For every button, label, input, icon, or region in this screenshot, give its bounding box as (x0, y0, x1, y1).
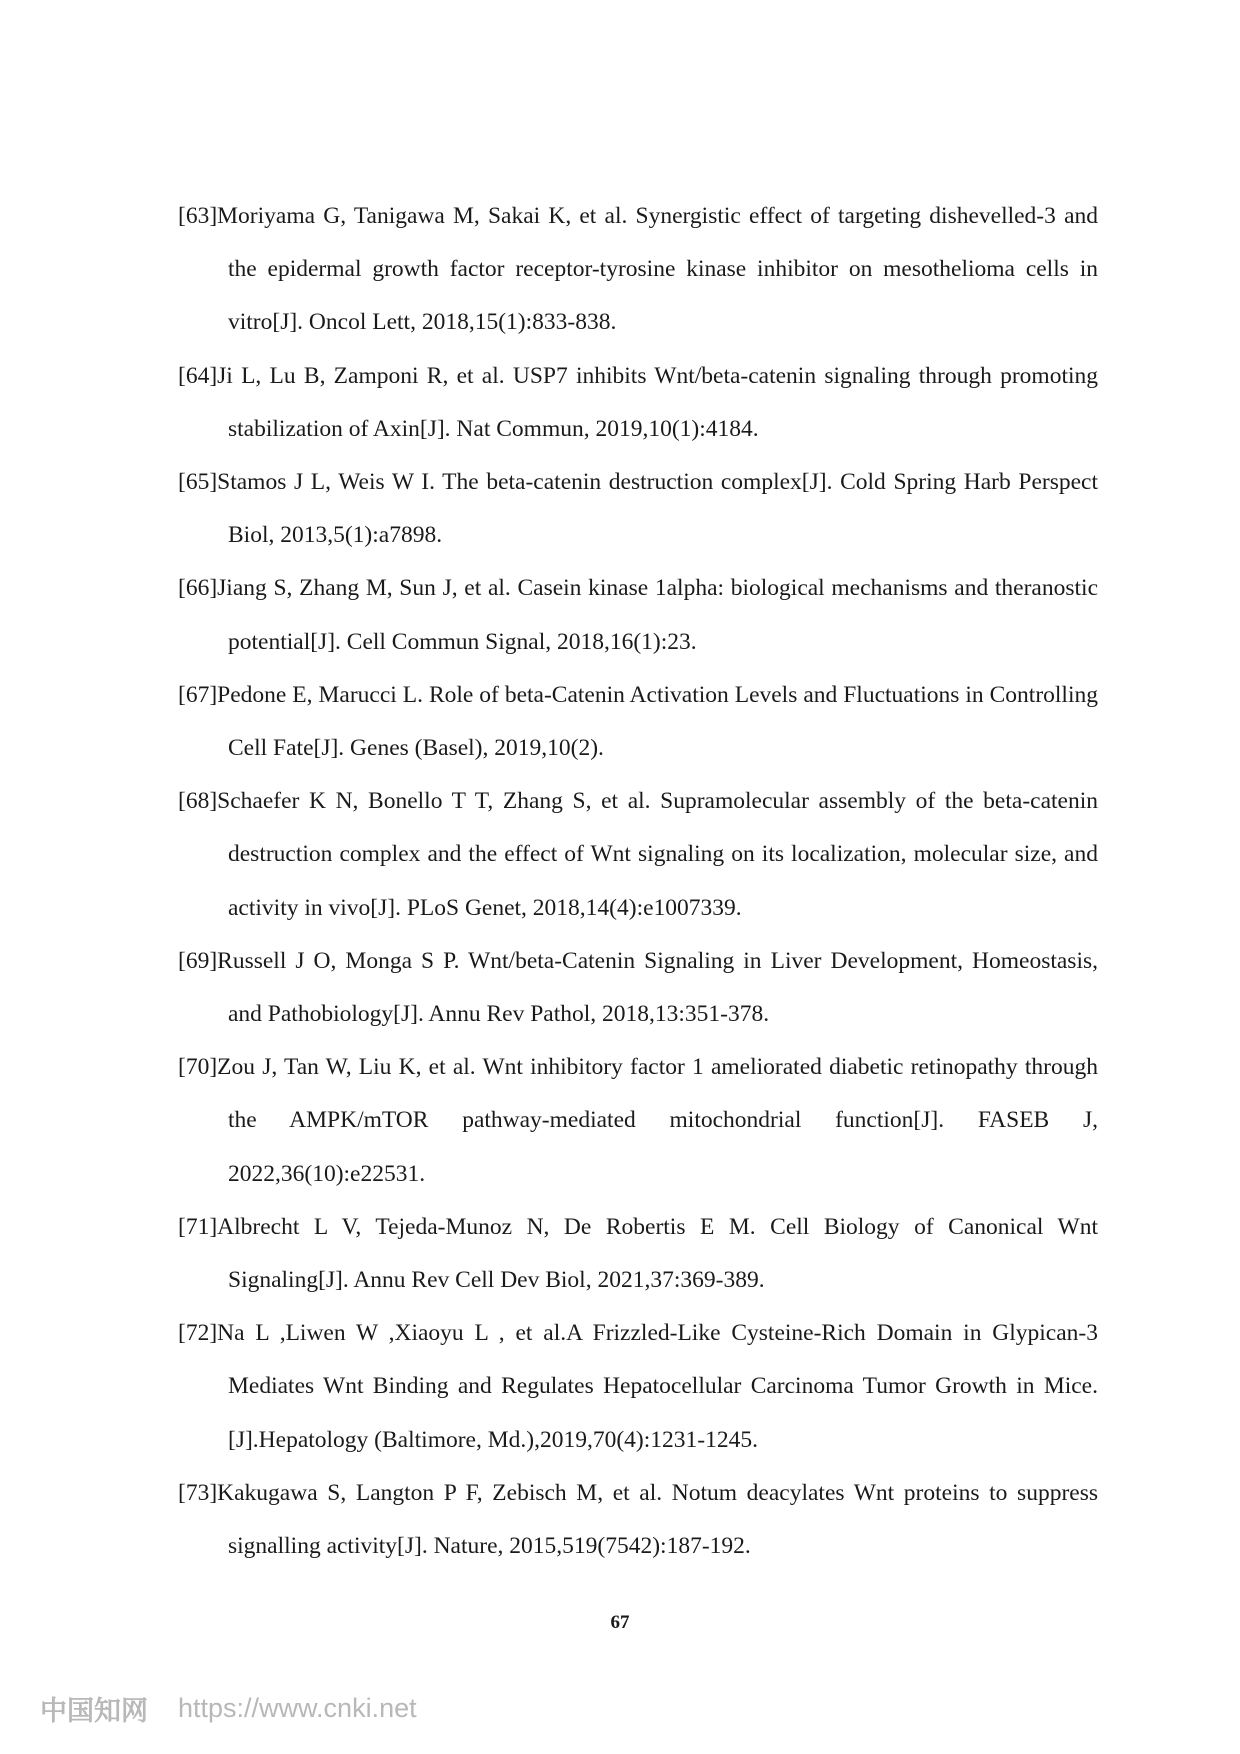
reference-item: [72]Na L ,Liwen W ,Xiaoyu L , et al.A Frizzled-Like Cysteine-Rich Domain in Glypican-3 Mediates Wnt Binding and Regulates Hepatocellular Carcinoma Tumor Growth in Mice.[J].Hepatology (Baltimore, Md.),2019,70(4):1231-1245. (178, 1320, 1098, 1453)
reference-item: [70]Zou J, Tan W, Liu K, et al. Wnt inhibitory factor 1 ameliorated diabetic retinopathy through the AMPK/mTOR pathway-mediated mitochondrial function[J]. FASEB J, 2022,36(10):e22531. (178, 1054, 1098, 1187)
reference-item: [64]Ji L, Lu B, Zamponi R, et al. USP7 inhibits Wnt/beta-catenin signaling through promoting stabilization of Axin[J]. Nat Commun, 2019,10(1):4184. (178, 362, 1098, 442)
reference-item: [63]Moriyama G, Tanigawa M, Sakai K, et al. Synergistic effect of targeting dishevelled-3 and the epidermal growth factor receptor-tyrosine kinase inhibitor on mesothelioma cells in vitro[J]. Oncol Lett, 2018,15(1):833-838. (178, 203, 1098, 336)
reference-item: [71]Albrecht L V, Tejeda-Munoz N, De Robertis E M. Cell Biology of Canonical Wnt Signaling[J]. Annu Rev Cell Dev Biol, 2021,37:369-389. (178, 1213, 1098, 1294)
reference-item: [68]Schaefer K N, Bonello T T, Zhang S, et al. Supramolecular assembly of the beta-catenin destruction complex and the effect of Wnt signaling on its localization, molecular size, and activity in vivo[J]. PLoS Genet, 2018,14(4):e1007339. (178, 788, 1098, 921)
reference-item: [73]Kakugawa S, Langton P F, Zebisch M, et al. Notum deacylates Wnt proteins to suppress signalling activity[J]. Nature, 2015,519(7542):187-192. (178, 1479, 1098, 1560)
reference-item: [65]Stamos J L, Weis W I. The beta-catenin destruction complex[J]. Cold Spring Harb Perspect Biol, 2013,5(1):a7898. (178, 469, 1098, 549)
reference-item: [67]Pedone E, Marucci L. Role of beta-Catenin Activation Levels and Fluctuations in Controlling Cell Fate[J]. Genes (Basel), 2019,10(2). (178, 681, 1098, 762)
reference-item: [69]Russell J O, Monga S P. Wnt/beta-Catenin Signaling in Liver Development, Homeostasis, and Pathobiology[J]. Annu Rev Pathol, 2018,13:351-378. (178, 947, 1098, 1028)
page-number: 67 (610, 1612, 630, 1633)
cnki-url: https://www.cnki.net (178, 1692, 417, 1723)
cnki-logo: 中国知网 (40, 1695, 148, 1727)
cnki-watermark (40, 1690, 417, 1726)
reference-item: [66]Jiang S, Zhang M, Sun J, et al. Casein kinase 1alpha: biological mechanisms and theranostic potential[J]. Cell Commun Signal, 2018,16(1):23. (178, 575, 1098, 655)
reference-list (178, 190, 1098, 1573)
